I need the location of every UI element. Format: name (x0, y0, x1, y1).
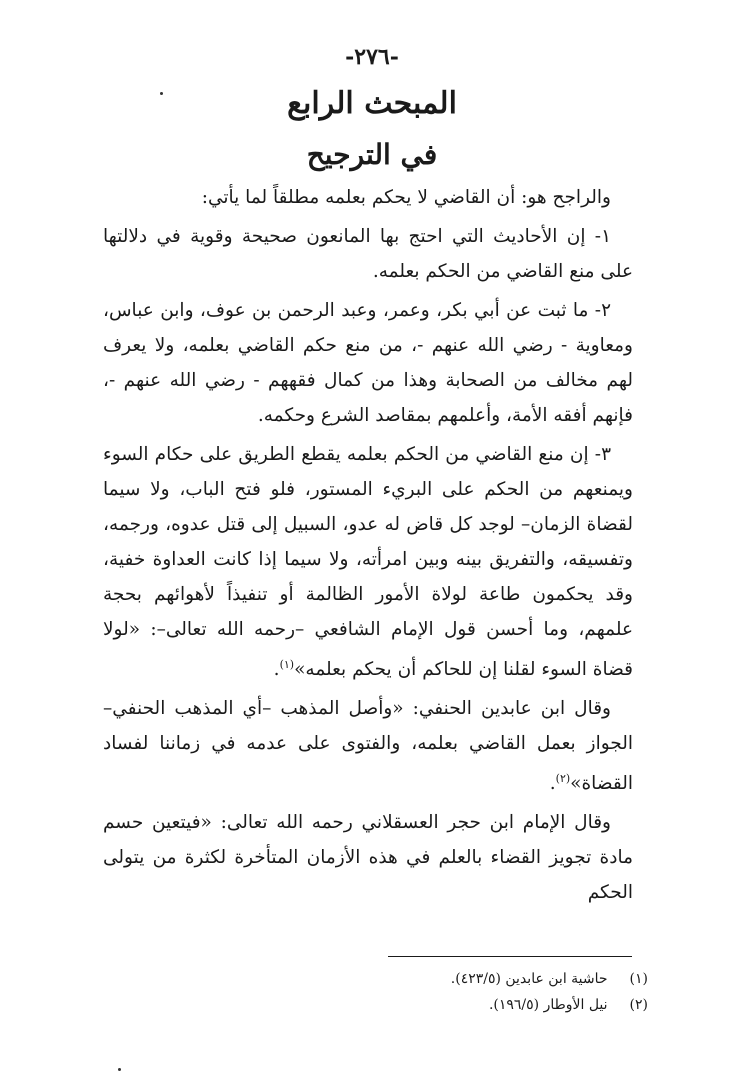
footnote-2 (200, 992, 648, 1018)
body-text (103, 180, 633, 914)
section-heading: المبحث الرابع (287, 86, 457, 121)
scan-speck (118, 1068, 121, 1071)
point-1-paragraph: ١- إن الأحاديث التي احتج بها المانعون صحيحة وقوية في دلالتها على منع القاضي من الحكم بعلمه. (103, 226, 633, 282)
footnote-1 (200, 966, 648, 992)
footnotes (200, 966, 648, 1018)
intro-paragraph: والراجح هو: أن القاضي لا يحكم بعلمه مطلقاً لما يأتي: (201, 187, 611, 208)
footnote-divider (388, 956, 632, 957)
ibn-abidin-quote-paragraph: وقال ابن عابدين الحنفي: «وأصل المذهب –أي المذهب الحنفي– الجواز بعمل القاضي بعلمه، والفتوى على عدمه في زماننا لفساد القضاة»$^{(٢)}$. (103, 698, 633, 795)
point-2-paragraph: ٢- ما ثبت عن أبي بكر، وعمر، وعبد الرحمن بن عوف، وابن عباس، ومعاوية - رضي الله عنهم -، من منع حكم القاضي بعلمه، ولا يعرف لهم مخالف من الصحابة وهذا من كمال فقههم - رضي الله عنهم -، فإنهم أفقه الأمة، وأعلمهم بمقاصد الشرع وحكمه. (103, 300, 633, 426)
scan-speck (160, 92, 163, 95)
page-number: -٢٧٦- (345, 44, 399, 70)
footnote-text: نيل الأوطار (١٩٦/٥). (488, 997, 608, 1013)
footnote-number: (١) (629, 971, 648, 987)
footnote-text: حاشية ابن عابدين (٤٢٣/٥). (450, 971, 608, 987)
footnote-ref-2: (٢) (555, 772, 571, 786)
footnote-number: (٢) (629, 997, 648, 1013)
ibn-hajar-quote-paragraph: وقال الإمام ابن حجر العسقلاني رحمه الله تعالى: «فيتعين حسم مادة تجويز القضاء بالعلم في هذه الأزمان المتأخرة لكثرة من يتولى الحكم (103, 812, 633, 904)
point-3-paragraph: ٣- إن منع القاضي من الحكم بعلمه يقطع الطريق على حكام السوء ويمنعهم من الحكم على البريء المستور، فلو فتح الباب، ولا سيما لقضاة الزمان– لوجد كل قاض له عدو، السبيل إلى قتل عدوه، ورجمه، وتفسيقه، والتفريق بينه وبين امرأته، ولا سيما إذا كانت العداوة خفية، وقد يحكمون طاعة لولاة الأمور الظالمة أو تنفيذاً لأهوائهم بحجة علمهم، وما أحسن قول الإمام الشافعي –رحمه الله تعالى–: «لولا قضاة السوء لقلنا إن للحاكم أن يحكم بعلمه»$^{(١)}$. (103, 444, 633, 681)
footnote-ref-1: (١) (279, 658, 295, 671)
section-subheading: في الترجيح (306, 138, 438, 171)
